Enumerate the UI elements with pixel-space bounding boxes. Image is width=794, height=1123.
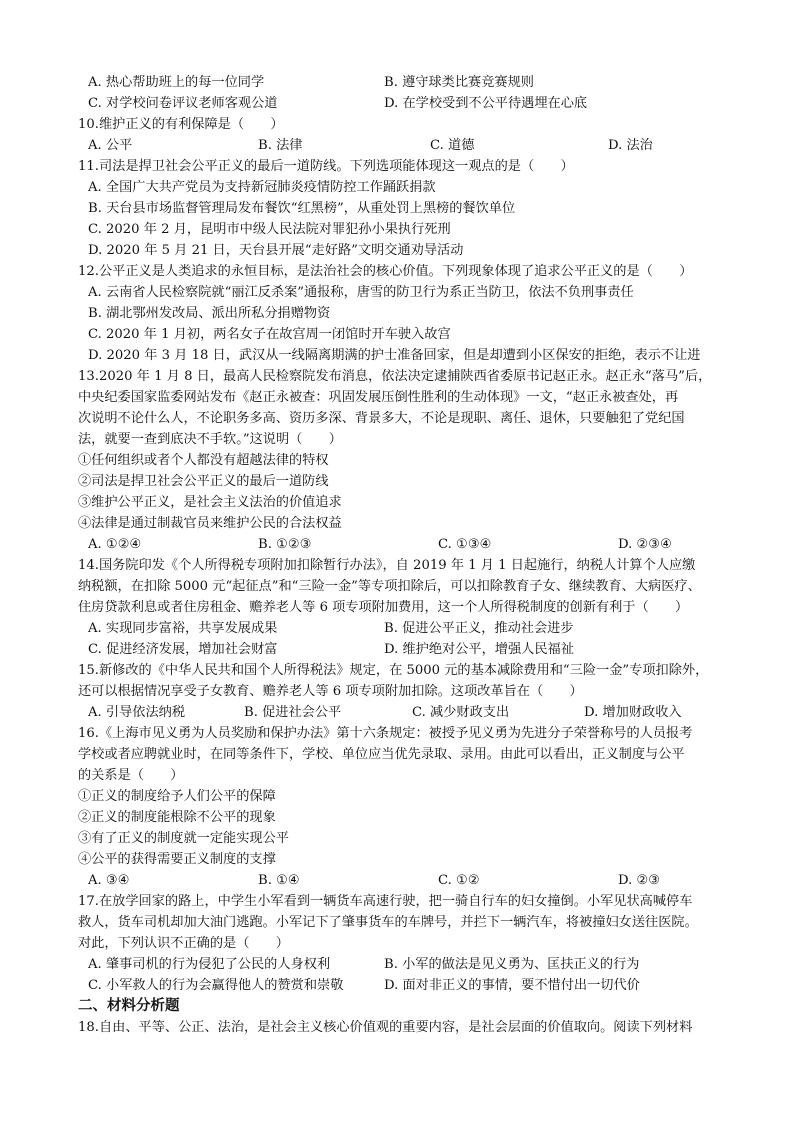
statement-2: ②司法是捍卫社会公平正义的最后一道防线 <box>78 474 329 489</box>
exam-page <box>78 72 728 1038</box>
option-row <box>78 975 728 996</box>
statement-4: ④公平的获得需要正义制度的支撑 <box>78 852 276 867</box>
question-11: 11.司法是捍卫社会公平正义的最后一道防线。下列选项能体现这一观点的是（ ） <box>78 159 574 174</box>
question-13-line: 13.2020 年 1 月 8 日，最高人民检察院发布消息，依法决定逮捕陕西省委原书记赵正永。赵正永“落马”后， <box>78 369 712 384</box>
option-a: A. ③④ <box>88 873 130 888</box>
option-b: B. 天台县市场监督管理局发布餐饮“红黑榜”，从重处罚上黑榜的餐饮单位 <box>88 201 516 216</box>
question-15-line: 还可以根据情况享受子女教育、赡养老人等 6 项专项附加扣除。这项改革旨在（ ） <box>78 684 583 699</box>
option-d: D. ②③④ <box>618 537 672 552</box>
option-d: D. 增加财政收入 <box>584 705 682 720</box>
question-18-line: 18.自由、平等、公正、法治，是社会主义核心价值观的重要内容，是社会层面的价值取向。阅读下列材料 <box>78 1020 693 1035</box>
question-13-line: 法，就要一查到底决不手软。”这说明（ ） <box>78 432 342 447</box>
option-b: B. 遵守球类比赛竞赛规则 <box>384 75 534 90</box>
option-b: B. 法律 <box>258 138 303 153</box>
option-c: C. 对学校问卷评议老师客观公道 <box>88 96 278 111</box>
option-c: C. 2020 年 1 月初，两名女子在故宫周一闭馆时开车驶入故宫 <box>88 327 451 342</box>
option-row <box>78 870 728 891</box>
option-row <box>78 72 728 93</box>
option-c: C. 2020 年 2 月，昆明市中级人民法院对罪犯孙小果执行死刑 <box>88 222 451 237</box>
option-row <box>78 702 728 723</box>
option-b: B. 湖北鄂州发改局、派出所私分捐赠物资 <box>88 306 331 321</box>
question-17-line: 对此，下列认识不正确的是（ ） <box>78 936 289 951</box>
question-16-line: 学校或者应聘就业时，在同等条件下，学校、单位应当优先录取、录用。由此可以看出，正义制度与公平 <box>78 747 685 762</box>
option-a: A. 全国广大共产党员为支持新冠肺炎疫情防控工作踊跃捐款 <box>88 180 436 195</box>
option-c: C. ①② <box>438 873 480 888</box>
option-a: A. 云南省人民检察院就“丽江反杀案”通报称，唐雪的防卫行为系正当防卫，依法不负刑事责任 <box>88 285 634 300</box>
statement-2: ②正义的制度能根除不公平的现象 <box>78 810 276 825</box>
option-a: A. 引导依法纳税 <box>88 705 186 720</box>
option-a: A. 公平 <box>88 138 133 153</box>
option-c: C. 促进经济发展，增加社会财富 <box>88 642 278 657</box>
option-b: B. ①②③ <box>258 537 312 552</box>
statement-1: ①任何组织或者个人都没有超越法律的特权 <box>78 453 329 468</box>
statement-1: ①正义的制度给予人们公平的保障 <box>78 789 276 804</box>
statement-3: ③有了正义的制度就一定能实现公平 <box>78 831 289 846</box>
question-13-line: 中央纪委国家监委网站发布《赵正永被查：巩固发展压倒性胜利的生动体现》一文，“赵正永被查处，再 <box>78 390 679 405</box>
section-heading: 二、材料分析题 <box>78 998 180 1014</box>
statement-3: ③维护公平正义，是社会主义法治的价值追求 <box>78 495 342 510</box>
option-c: C. 道德 <box>430 138 475 153</box>
question-16-line: 的关系是（ ） <box>78 768 184 783</box>
question-13-line: 次说明不论什么人，不论职务多高、资历多深、背景多大，不论是现职、离任、退休，只要触犯了党纪国 <box>78 411 685 426</box>
question-14-line: 纳税额，在扣除 5000 元“起征点”和“三险一金”等专项扣除后，可以扣除教育子女、继续教育、大病医疗、 <box>78 579 701 594</box>
option-d: D. ②③ <box>618 873 661 888</box>
question-16-line: 16.《上海市见义勇为人员奖励和保护办法》第十六条规定：被授予见义勇为先进分子荣誉称号的人员报考 <box>78 726 693 741</box>
question-14-line: 住房贷款利息或者住房租金、赡养老人等 6 项专项附加费用，这一个人所得税制度的创新有利于（ ） <box>78 600 689 615</box>
option-a: A. ①②④ <box>88 537 142 552</box>
statement-4: ④法律是通过制裁官员来维护公民的合法权益 <box>78 516 342 531</box>
question-14-line: 14.国务院印发《个人所得税专项附加扣除暂行办法》，自 2019 年 1 月 1 日起施行，纳税人计算个人应缴 <box>78 558 696 573</box>
option-d: D. 维护绝对公平，增强人民福祉 <box>384 642 574 657</box>
option-row <box>78 93 728 114</box>
option-row <box>78 618 728 639</box>
option-b: B. ①④ <box>258 873 300 888</box>
option-a: A. 实现同步富裕，共享发展成果 <box>88 621 278 636</box>
question-17-line: 救人，货车司机却加大油门逃跑。小军记下了肇事货车的车牌号，并拦下一辆汽车，将被撞妇女送往医院。 <box>78 915 698 930</box>
option-c: C. 减少财政支出 <box>412 705 510 720</box>
question-10: 10.维护正义的有利保障是（ ） <box>78 117 284 132</box>
option-a: A. 肇事司机的行为侵犯了公民的人身权利 <box>88 957 331 972</box>
option-a: A. 热心帮助班上的每一位同学 <box>88 75 265 90</box>
question-12: 12.公平正义是人类追求的永恒目标，是法治社会的核心价值。下列现象体现了追求公平正义的是（ ） <box>78 264 693 279</box>
option-b: B. 小军的做法是见义勇为、匡扶正义的行为 <box>384 957 640 972</box>
option-b: B. 促进社会公平 <box>244 705 342 720</box>
question-17-line: 17.在放学回家的路上，中学生小军看到一辆货车高速行驶，把一骑自行车的妇女撞倒。小军见状高喊停车 <box>78 894 693 909</box>
option-d: D. 法治 <box>608 138 653 153</box>
question-15-line: 15.新修改的《中华人民共和国个人所得税法》规定，在 5000 元的基本减除费用和“三险一金”专项扣除外， <box>78 663 709 678</box>
option-row <box>78 639 728 660</box>
option-d: D. 在学校受到不公平待遇埋在心底 <box>384 96 588 111</box>
option-row <box>78 954 728 975</box>
option-d: D. 2020 年 5 月 21 日，天台县开展“走好路”文明交通劝导活动 <box>88 243 464 258</box>
option-b: B. 促进公平正义，推动社会进步 <box>384 621 574 636</box>
option-row <box>78 534 728 555</box>
option-d: D. 2020 年 3 月 18 日，武汉从一线隔离期满的护士准备回家，但是却遭到小区保安的拒绝，表示不让进 <box>88 348 701 363</box>
option-d: D. 面对非正义的事情，要不惜付出一切代价 <box>384 978 640 993</box>
option-c: C. 小军救人的行为会赢得他人的赞赏和崇敬 <box>88 978 344 993</box>
option-row <box>78 135 728 156</box>
option-c: C. ①③④ <box>438 537 492 552</box>
